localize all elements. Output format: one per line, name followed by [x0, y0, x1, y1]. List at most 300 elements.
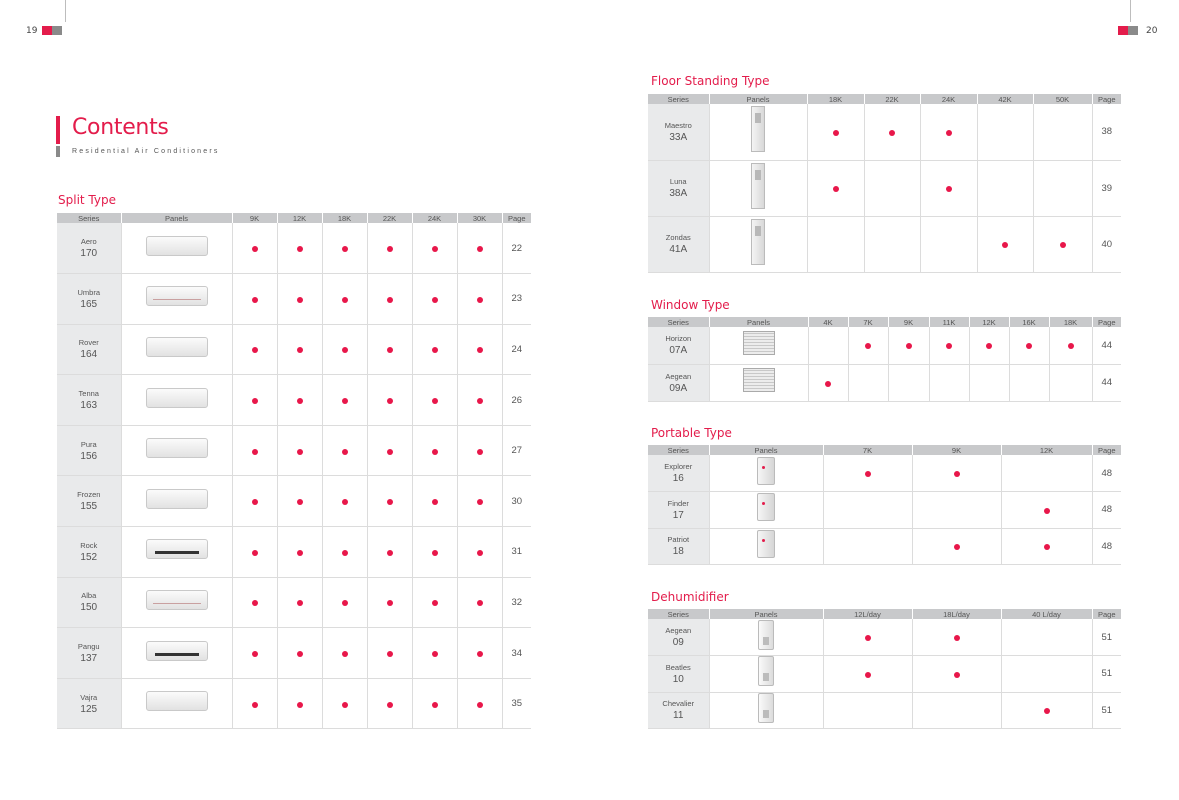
dot-icon	[297, 246, 303, 252]
capacity-cell	[457, 324, 502, 375]
series-cell	[648, 692, 709, 729]
column-header: 4K	[808, 317, 848, 327]
table-row	[648, 327, 1121, 364]
page-number-cell: 38	[1092, 104, 1121, 160]
capacity-cell	[412, 375, 457, 426]
dot-icon	[432, 499, 438, 505]
table-row	[648, 492, 1121, 529]
capacity-cell	[277, 527, 322, 578]
capacity-cell	[367, 223, 412, 274]
capacity-cell	[1001, 492, 1092, 529]
series-name: Frozen	[77, 490, 101, 500]
panel-image-cell	[121, 678, 232, 729]
series-cell	[57, 274, 121, 325]
unit-image	[146, 337, 208, 357]
capacity-cell	[864, 104, 920, 160]
unit-image	[146, 539, 208, 559]
page-number-cell: 26	[502, 375, 531, 426]
series-number: 33A	[669, 131, 688, 143]
unit-image	[146, 489, 208, 509]
dot-icon	[252, 651, 258, 657]
capacity-cell	[977, 160, 1033, 216]
contents-accent-bar	[56, 146, 60, 157]
series-cell	[57, 476, 121, 527]
panel-image-cell	[709, 104, 807, 160]
series-name: Luna	[669, 177, 687, 186]
panel-image-cell	[709, 455, 823, 492]
capacity-cell	[322, 577, 367, 628]
series-cell	[57, 324, 121, 375]
page-number-cell: 48	[1092, 528, 1121, 565]
series-cell	[57, 678, 121, 729]
dot-icon	[833, 186, 839, 192]
dot-icon	[946, 343, 952, 349]
series-number: 17	[672, 509, 684, 521]
capacity-cell	[367, 628, 412, 679]
dot-icon	[432, 398, 438, 404]
column-header: Panels	[121, 213, 232, 223]
dot-icon	[865, 635, 871, 641]
dot-icon	[387, 600, 393, 606]
panel-image-cell	[709, 160, 807, 216]
panel-image-cell	[121, 375, 232, 426]
column-header: 12K	[969, 317, 1009, 327]
capacity-cell	[1049, 327, 1092, 364]
capacity-cell	[823, 455, 912, 492]
column-header: 12K	[277, 213, 322, 223]
capacity-cell	[457, 375, 502, 426]
dot-icon	[387, 550, 393, 556]
dot-icon	[252, 499, 258, 505]
series-number: 164	[80, 349, 98, 361]
table-header-row	[648, 445, 1121, 455]
capacity-cell	[457, 678, 502, 729]
capacity-cell	[232, 628, 277, 679]
capacity-cell	[412, 324, 457, 375]
dot-icon	[477, 651, 483, 657]
panel-image-cell	[121, 527, 232, 578]
table-row	[57, 274, 531, 325]
capacity-cell	[412, 678, 457, 729]
capacity-cell	[367, 425, 412, 476]
capacity-cell	[412, 628, 457, 679]
dot-icon	[477, 449, 483, 455]
dot-icon	[865, 471, 871, 477]
capacity-cell	[322, 527, 367, 578]
capacity-cell	[823, 656, 912, 693]
dot-icon	[889, 130, 895, 136]
dot-icon	[954, 635, 960, 641]
capacity-cell	[367, 274, 412, 325]
capacity-cell	[969, 364, 1009, 401]
capacity-cell	[823, 692, 912, 729]
capacity-cell	[808, 364, 848, 401]
capacity-cell	[912, 656, 1001, 693]
column-header: Series	[648, 445, 709, 455]
series-name: Rock	[80, 540, 98, 550]
table-row	[57, 577, 531, 628]
series-name: Zondas	[665, 233, 691, 242]
dot-icon	[342, 550, 348, 556]
unit-image	[146, 438, 208, 458]
panel-image-cell	[709, 656, 823, 693]
series-name: Aegean	[665, 371, 692, 381]
column-header: Panels	[709, 445, 823, 455]
dot-icon	[342, 347, 348, 353]
page-divider-line	[1130, 0, 1131, 22]
column-header: 18K	[1049, 317, 1092, 327]
column-header: 40 L/day	[1001, 609, 1092, 619]
dot-icon	[432, 600, 438, 606]
series-name: Pura	[80, 439, 97, 449]
unit-image	[146, 236, 208, 256]
page-number-cell: 40	[1092, 216, 1121, 272]
capacity-cell	[864, 216, 920, 272]
capacity-cell	[1049, 364, 1092, 401]
capacity-cell	[823, 528, 912, 565]
capacity-cell	[969, 327, 1009, 364]
page-number-cell: 22	[502, 223, 531, 274]
capacity-cell	[322, 223, 367, 274]
dot-icon	[825, 381, 831, 387]
column-header: 9K	[888, 317, 929, 327]
capacity-cell	[823, 619, 912, 656]
page-number-left: 19	[26, 26, 38, 36]
capacity-cell	[807, 216, 864, 272]
series-name: Beatles	[665, 662, 691, 672]
capacity-cell	[888, 364, 929, 401]
dot-icon	[954, 544, 960, 550]
series-name: Horizon	[665, 334, 692, 344]
capacity-cell	[848, 364, 888, 401]
capacity-cell	[912, 492, 1001, 529]
panel-image-cell	[709, 364, 808, 401]
dot-icon	[297, 347, 303, 353]
capacity-cell	[232, 678, 277, 729]
dot-icon	[432, 347, 438, 353]
capacity-cell	[277, 324, 322, 375]
page-number-cell: 35	[502, 678, 531, 729]
dot-icon	[342, 702, 348, 708]
table-row	[57, 425, 531, 476]
window-type-table	[648, 317, 1121, 402]
dot-icon	[954, 672, 960, 678]
dot-icon	[432, 246, 438, 252]
dot-icon	[387, 499, 393, 505]
page-divider-line	[65, 0, 66, 22]
capacity-cell	[1001, 692, 1092, 729]
series-cell	[648, 619, 709, 656]
dot-icon	[342, 398, 348, 404]
series-cell	[648, 455, 709, 492]
section-title-dehumidifier: Dehumidifier	[651, 590, 729, 604]
column-header: 42K	[977, 94, 1033, 104]
capacity-cell	[1033, 216, 1092, 272]
series-number: 152	[80, 551, 98, 563]
page-number-cell: 32	[502, 577, 531, 628]
capacity-cell	[912, 619, 1001, 656]
unit-image	[758, 693, 774, 723]
dot-icon	[387, 449, 393, 455]
dot-icon	[297, 398, 303, 404]
capacity-cell	[457, 628, 502, 679]
column-header: Page	[1092, 445, 1121, 455]
section-title-floor: Floor Standing Type	[651, 74, 770, 88]
dot-icon	[833, 130, 839, 136]
series-number: 09A	[669, 382, 688, 394]
unit-image	[757, 457, 775, 485]
column-header: Page	[1092, 94, 1121, 104]
unit-image	[743, 368, 775, 392]
capacity-cell	[367, 678, 412, 729]
dot-icon	[297, 702, 303, 708]
series-cell	[648, 327, 709, 364]
panel-image-cell	[709, 528, 823, 565]
dot-icon	[432, 702, 438, 708]
unit-image	[758, 620, 774, 650]
unit-image	[751, 219, 765, 265]
dot-icon	[297, 651, 303, 657]
column-header: 7K	[848, 317, 888, 327]
dot-icon	[1068, 343, 1074, 349]
column-header: 12K	[1001, 445, 1092, 455]
capacity-cell	[232, 274, 277, 325]
dot-icon	[252, 449, 258, 455]
series-cell	[648, 528, 709, 565]
series-cell	[57, 527, 121, 578]
dot-icon	[342, 449, 348, 455]
capacity-cell	[977, 104, 1033, 160]
unit-image	[757, 493, 775, 521]
portable-type-table	[648, 445, 1121, 565]
column-header: 12L/day	[823, 609, 912, 619]
capacity-cell	[912, 455, 1001, 492]
series-name: Pangu	[77, 642, 100, 652]
table-row	[648, 528, 1121, 565]
dot-icon	[342, 600, 348, 606]
capacity-cell	[232, 223, 277, 274]
capacity-cell	[232, 527, 277, 578]
panel-image-cell	[121, 324, 232, 375]
series-name: Umbra	[77, 287, 100, 297]
capacity-cell	[322, 375, 367, 426]
capacity-cell	[457, 274, 502, 325]
dot-icon	[477, 297, 483, 303]
capacity-cell	[277, 425, 322, 476]
dot-icon	[1060, 242, 1066, 248]
panel-image-cell	[121, 274, 232, 325]
dot-icon	[387, 347, 393, 353]
page-number-cell: 34	[502, 628, 531, 679]
capacity-cell	[232, 425, 277, 476]
series-cell	[57, 223, 121, 274]
column-header: 22K	[864, 94, 920, 104]
dot-icon	[252, 347, 258, 353]
capacity-cell	[848, 327, 888, 364]
capacity-cell	[912, 692, 1001, 729]
series-name: Explorer	[664, 462, 693, 471]
column-header: Panels	[709, 317, 808, 327]
panel-image-cell	[709, 692, 823, 729]
capacity-cell	[232, 375, 277, 426]
section-title-portable: Portable Type	[651, 426, 732, 440]
series-name: Rover	[78, 338, 99, 348]
dot-icon	[946, 186, 952, 192]
capacity-cell	[1009, 327, 1049, 364]
column-header: 50K	[1033, 94, 1092, 104]
panel-image-cell	[709, 327, 808, 364]
unit-image	[751, 106, 765, 152]
dot-icon	[477, 600, 483, 606]
page-number-cell: 39	[1092, 160, 1121, 216]
capacity-cell	[277, 274, 322, 325]
page-number-cell: 48	[1092, 455, 1121, 492]
series-number: 41A	[669, 244, 688, 255]
column-header: 22K	[367, 213, 412, 223]
series-number: 09	[672, 637, 684, 648]
column-header: Panels	[709, 609, 823, 619]
dot-icon	[946, 130, 952, 136]
capacity-cell	[807, 104, 864, 160]
capacity-cell	[920, 216, 977, 272]
capacity-cell	[412, 577, 457, 628]
table-row	[57, 223, 531, 274]
page-number-cell: 44	[1092, 327, 1121, 364]
dot-icon	[1044, 708, 1050, 714]
unit-image	[146, 286, 208, 306]
column-header: 9K	[232, 213, 277, 223]
table-row	[57, 527, 531, 578]
series-number: 163	[80, 400, 98, 412]
capacity-cell	[457, 476, 502, 527]
series-cell	[57, 425, 121, 476]
unit-image	[758, 656, 774, 686]
capacity-cell	[1001, 528, 1092, 565]
capacity-cell	[1033, 160, 1092, 216]
dot-icon	[252, 702, 258, 708]
unit-image	[146, 641, 208, 661]
dot-icon	[432, 651, 438, 657]
series-cell	[648, 364, 709, 401]
capacity-cell	[1001, 619, 1092, 656]
unit-image	[146, 388, 208, 408]
split-type-table	[57, 213, 531, 729]
capacity-cell	[412, 425, 457, 476]
capacity-cell	[277, 375, 322, 426]
dot-icon	[252, 600, 258, 606]
table-row	[648, 656, 1121, 693]
panel-image-cell	[709, 216, 807, 272]
table-row	[648, 104, 1121, 160]
contents-title: Contents	[72, 115, 169, 140]
series-number: 38A	[669, 188, 688, 199]
page-number-cell: 48	[1092, 492, 1121, 529]
page-number-right: 20	[1146, 26, 1158, 36]
capacity-cell	[912, 528, 1001, 565]
capacity-cell	[412, 274, 457, 325]
series-number: 07A	[669, 345, 688, 357]
capacity-cell	[232, 324, 277, 375]
series-name: Patriot	[667, 535, 690, 545]
dot-icon	[297, 499, 303, 505]
capacity-cell	[277, 678, 322, 729]
capacity-cell	[457, 223, 502, 274]
column-header: Page	[1092, 317, 1121, 327]
table-row	[648, 160, 1121, 216]
table-header-row	[648, 317, 1121, 327]
column-header: 11K	[929, 317, 969, 327]
capacity-cell	[322, 274, 367, 325]
capacity-cell	[888, 327, 929, 364]
table-header-row	[648, 94, 1121, 104]
dot-icon	[477, 398, 483, 404]
table-row	[57, 476, 531, 527]
capacity-cell	[920, 160, 977, 216]
dot-icon	[432, 297, 438, 303]
capacity-cell	[977, 216, 1033, 272]
capacity-cell	[322, 425, 367, 476]
series-number: 150	[80, 602, 98, 614]
column-header: 24K	[920, 94, 977, 104]
column-header: 24K	[412, 213, 457, 223]
panel-image-cell	[121, 425, 232, 476]
dot-icon	[865, 343, 871, 349]
table-row	[648, 692, 1121, 729]
panel-image-cell	[121, 476, 232, 527]
capacity-cell	[412, 223, 457, 274]
column-header: Series	[648, 317, 709, 327]
dot-icon	[387, 651, 393, 657]
capacity-cell	[412, 476, 457, 527]
section-title-split: Split Type	[58, 193, 116, 207]
series-number: 125	[80, 703, 98, 715]
contents-accent-bar	[56, 116, 60, 144]
dot-icon	[387, 702, 393, 708]
dot-icon	[477, 702, 483, 708]
capacity-cell	[277, 628, 322, 679]
column-header: Series	[648, 609, 709, 619]
column-header: 30K	[457, 213, 502, 223]
dot-icon	[297, 449, 303, 455]
capacity-cell	[457, 527, 502, 578]
dot-icon	[342, 297, 348, 303]
column-header: 9K	[912, 445, 1001, 455]
series-number: 18	[672, 546, 684, 558]
capacity-cell	[367, 527, 412, 578]
series-name: Tenna	[78, 389, 99, 399]
table-row	[57, 628, 531, 679]
series-cell	[648, 104, 709, 160]
page-marker	[42, 26, 62, 35]
dot-icon	[252, 550, 258, 556]
dot-icon	[1044, 544, 1050, 550]
dot-icon	[1044, 508, 1050, 514]
dot-icon	[432, 449, 438, 455]
series-name: Alba	[81, 591, 97, 601]
capacity-cell	[920, 104, 977, 160]
page-number-cell: 51	[1092, 656, 1121, 693]
panel-image-cell	[709, 619, 823, 656]
column-header: 18L/day	[912, 609, 1001, 619]
capacity-cell	[322, 476, 367, 527]
table-row	[648, 364, 1121, 401]
series-number: 156	[80, 450, 98, 462]
series-number: 11	[673, 710, 684, 722]
panel-image-cell	[121, 223, 232, 274]
series-name: Vajra	[80, 692, 98, 702]
dot-icon	[1002, 242, 1008, 248]
capacity-cell	[1001, 455, 1092, 492]
